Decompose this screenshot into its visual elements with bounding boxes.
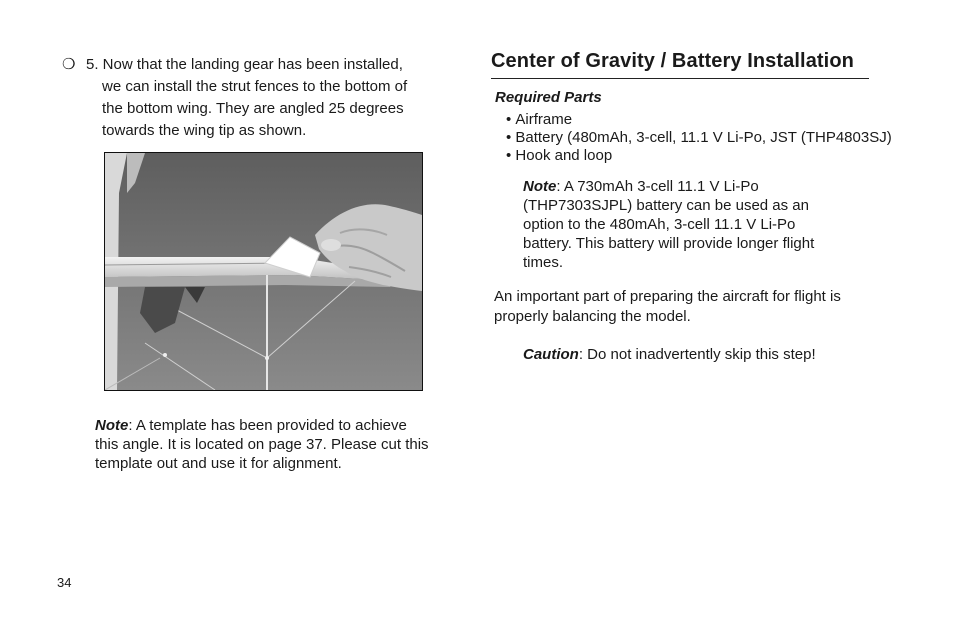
list-item: • Hook and loop [506, 147, 892, 165]
strut-fence-photo [104, 152, 423, 391]
wing-photo-illustration [105, 153, 422, 390]
required-parts-label: Required Parts [495, 89, 602, 106]
page-number: 34 [57, 575, 72, 590]
note-label: Note [523, 178, 557, 195]
list-item: • Battery (480mAh, 3-cell, 11.1 V Li-Po, JST (THP4803SJ) [506, 129, 892, 147]
step-5-first-line: 5. Now that the landing gear has been installed, [86, 56, 403, 73]
note-text: : A 730mAh 3-cell 11.1 V Li-Po (THP7303SJPL) battery can be used as an option to the 480mAh, 3-cell 11.1 V Li-Po battery. This battery will provide longer flight times. [523, 178, 815, 271]
step-5-text: we can install the strut fences to the bottom of the bottom wing. They are angled 25 degrees towards the wing tip as shown. [102, 78, 408, 139]
caution-text: : Do not inadvertently skip this step! [578, 346, 816, 363]
note-label: Note [95, 417, 129, 434]
checkbox-icon[interactable]: ❍ [62, 56, 76, 73]
heading-underline [491, 78, 869, 79]
balancing-paragraph: An important part of preparing the aircraft for flight is properly balancing the model. [494, 288, 841, 325]
note-text: : A template has been provided to achieve this angle. It is located on page 37. Please cut this template out and use it for alignment. [95, 417, 429, 472]
battery-note [523, 177, 843, 272]
step-5 [62, 54, 422, 142]
caution-label: Caution [523, 346, 579, 363]
caution-note [523, 346, 816, 363]
required-parts-list [506, 111, 892, 165]
template-note [95, 416, 430, 473]
section-heading: Center of Gravity / Battery Installation [491, 50, 854, 72]
list-item: • Airframe [506, 111, 892, 129]
